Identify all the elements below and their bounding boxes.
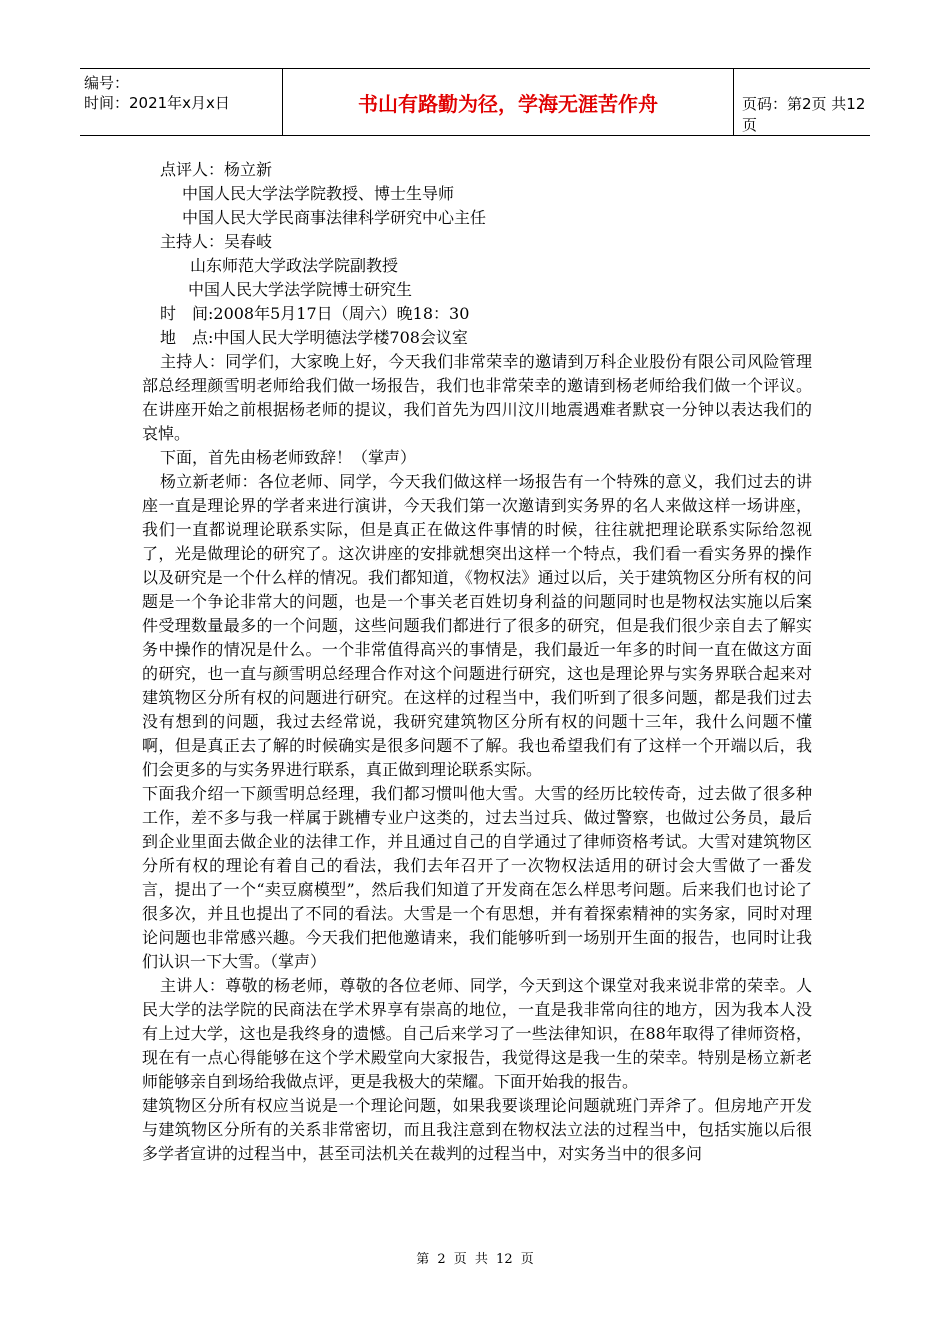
header-motto: 书山有路勤为径，学海无涯苦作舟: [282, 69, 734, 135]
time-line: 时 间:2008年5月17日（周六）晚18：30: [160, 304, 470, 323]
paragraph-speaker-intro: 下面我介绍一下颜雪明总经理，我们都习惯叫他大雪。大雪的经历比较传奇，过去做了很多种工作，差不多与我一样属于跳槽专业户这类的，过去当过兵、做过警察，也做过公务员，最后到企业里面去做企业的法律工作，并且通过自己的自学通过了律师资格考试。大雪对建筑物区分所有权的理论有着自己的看法，我们去年召开了一次物权法适用的研讨会大雪做了一番发言，提出了一个“卖豆腐模型”，然后我们知道了开发商在怎么样思考问题。后来我们也讨论了很多次，并且也提出了不同的看法。大雪是一个有思想，并有着探索精神的实务家，同时对理论问题也非常感兴趣。今天我们把他邀请来，我们能够听到一场别开生面的报告，也同时让我们认识一下大雪。（掌声）: [142, 784, 812, 971]
place-line: 地 点:中国人民大学明德法学楼708会议室: [160, 328, 468, 347]
page-header: [80, 68, 870, 136]
host-title-2: 中国人民大学法学院博士研究生: [188, 280, 413, 299]
paragraph-host-opening: 主持人：同学们，大家晚上好，今天我们非常荣幸的邀请到万科企业股份有限公司风险管理部总经理颜雪明老师给我们做一场报告，我们也非常荣幸的邀请到杨老师给我们做一个评议。在讲座开始之前根据杨老师的提议，我们首先为四川汶川地震遇难者默哀一分钟以表达我们的哀悼。: [142, 352, 812, 443]
host-line: 主持人：吴春岐: [160, 232, 273, 251]
document-body: [142, 158, 812, 1166]
page-footer: 第 2 页 共 12 页: [416, 1252, 534, 1267]
document-number-label: 编号：: [84, 74, 130, 92]
header-page-info: 页码：第2页 共12页: [742, 95, 866, 134]
paragraph-topic: 建筑物区分所有权应当说是一个理论问题，如果我要谈理论问题就班门弄斧了。但房地产开发与建筑物区分所有的关系非常密切，而且我注意到在物权法立法的过程当中，包括实施以后很多学者宣讲的过程当中，甚至司法机关在裁判的过程当中，对实务当中的很多问: [142, 1096, 812, 1163]
commentator-line: 点评人：杨立新: [160, 160, 273, 179]
paragraph-speaker-opening: 主讲人：尊敬的杨老师，尊敬的各位老师、同学，今天到这个课堂对我来说非常的荣幸。人民大学的法学院的民商法在学术界享有崇高的地位，一直是我非常向往的地方，因为我本人没有上过大学，这也是我终身的遗憾。自己后来学习了一些法律知识，在88年取得了律师资格，现在有一点心得能够在这个学术殿堂向大家报告，我觉得这是我一生的荣幸。特别是杨立新老师能够亲自到场给我做点评，更是我极大的荣耀。下面开始我的报告。: [142, 976, 812, 1091]
host-title-1: 山东师范大学政法学院副教授: [190, 256, 399, 275]
header-left: [84, 73, 230, 113]
paragraph-invitation: 下面，首先由杨老师致辞！（掌声）: [160, 448, 417, 467]
document-date: 时间：2021年x月x日: [84, 94, 230, 112]
commentator-title-1: 中国人民大学法学院教授、博士生导师: [182, 184, 455, 203]
commentator-title-2: 中国人民大学民商事法律科学研究中心主任: [182, 208, 487, 227]
paragraph-yang-speech: 杨立新老师：各位老师、同学，今天我们做这样一场报告有一个特殊的意义，我们过去的讲座一直是理论界的学者来进行演讲，今天我们第一次邀请到实务界的名人来做这样一场讲座，我们一直都说理论联系实际，但是真正在做这件事情的时候，往往就把理论联系实际给忽视了，光是做理论的研究了。这次讲座的安排就想突出这样一个特点，我们看一看实务界的操作以及研究是一个什么样的情况。我们都知道，《物权法》通过以后，关于建筑物区分所有权的问题是一个争论非常大的问题，也是一个事关老百姓切身利益的问题同时也是物权法实施以后案件受理数量最多的一个问题，这些问题我们都进行了很多的研究，但是我们很少亲自去了解实务中操作的情况是什么。一个非常值得高兴的事情是，我们最近一年多的时间一直在做这方面的研究，也一直与颜雪明总经理合作对这个问题进行研究，这也是理论界与实务界联合起来对建筑物区分所有权的问题进行研究。在这样的过程当中，我们听到了很多问题，都是我们过去没有想到的问题，我过去经常说，我研究建筑物区分所有权的问题十三年，我什么问题不懂啊，但是真正去了解的时候确实是很多问题不了解。我也希望我们有了这样一个开端以后，我们会更多的与实务界进行联系，真正做到理论联系实际。: [142, 472, 812, 779]
